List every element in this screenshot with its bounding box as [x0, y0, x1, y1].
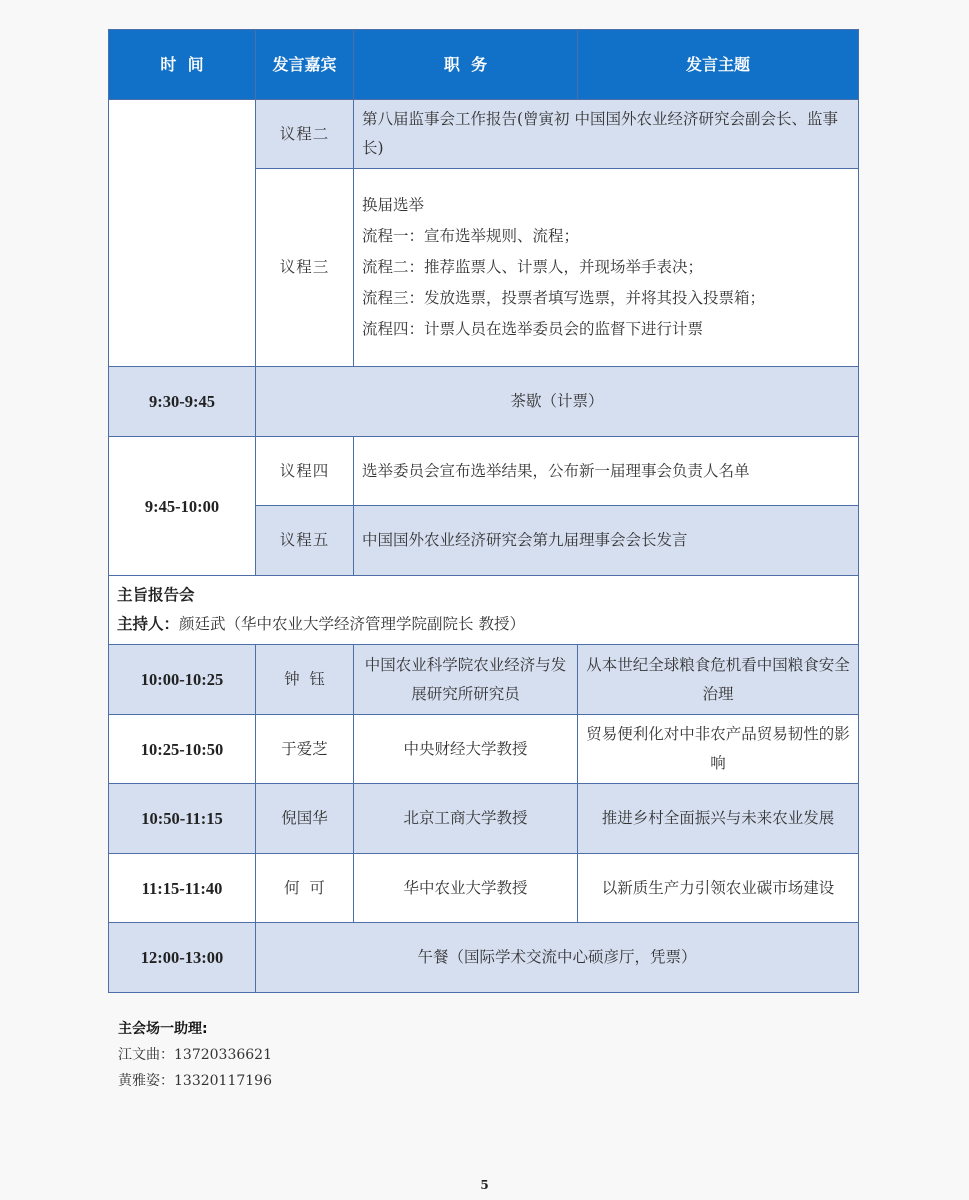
- keynote-section: [109, 576, 859, 645]
- header-position: 职 务: [354, 30, 578, 100]
- agenda-item-2-text: 第八届监事会工作报告(曾寅初 中国国外农业经济研究会副会长、监事长): [354, 100, 859, 169]
- talk-position: 北京工商大学教授: [354, 784, 578, 854]
- break-time: 9:30-9:45: [109, 367, 256, 437]
- host-text: 颜廷武（华中农业大学经济管理学院副院长 教授）: [179, 615, 525, 633]
- talk-topic: 以新质生产力引领农业碳市场建设: [578, 854, 859, 923]
- talk-speaker: 倪国华: [256, 784, 354, 854]
- table-row: [109, 100, 859, 169]
- election-step-1: 流程一：宣布选举规则、流程；: [362, 227, 580, 245]
- host-label: 主持人：: [117, 615, 180, 633]
- assistant-2: 黄雅姿：13320117196: [118, 1073, 272, 1089]
- table-row: [109, 715, 859, 784]
- election-title: 换届选举: [362, 196, 425, 214]
- break-text: 茶歇（计票）: [256, 367, 859, 437]
- talk-time: 10:25-10:50: [109, 715, 256, 784]
- talk-speaker: 钟 钰: [256, 645, 354, 715]
- talk-position: 中央财经大学教授: [354, 715, 578, 784]
- agenda-item-5-label: 议程五: [256, 506, 354, 576]
- agenda-item-4-text: 选举委员会宣布选举结果，公布新一届理事会负责人名单: [354, 437, 859, 506]
- keynote-title: 主旨报告会: [117, 586, 195, 604]
- talk-topic: 从本世纪全球粮食危机看中国粮食安全治理: [578, 645, 859, 715]
- lunch-text: 午餐（国际学术交流中心硕彦厅，凭票）: [256, 923, 859, 993]
- table-row: [109, 923, 859, 993]
- agenda-item-2-label: 议程二: [256, 100, 354, 169]
- assistant-1: 江文曲：13720336621: [118, 1047, 272, 1063]
- header-row: [109, 30, 859, 100]
- header-speaker: 发言嘉宾: [256, 30, 354, 100]
- assistants-block: [118, 1016, 272, 1094]
- agenda-item-3-label: 议程三: [256, 169, 354, 367]
- table-row: [109, 367, 859, 437]
- table-row: [109, 854, 859, 923]
- talk-time: 11:15-11:40: [109, 854, 256, 923]
- time-cell-empty: [109, 100, 256, 367]
- talk-time: 10:50-11:15: [109, 784, 256, 854]
- section-row: [109, 576, 859, 645]
- talk-position: 中国农业科学院农业经济与发展研究所研究员: [354, 645, 578, 715]
- agenda-item-3-text: [354, 169, 859, 367]
- election-step-4: 流程四：计票人员在选举委员会的监督下进行计票: [362, 320, 704, 338]
- block-time: 9:45-10:00: [109, 437, 256, 576]
- header-topic: 发言主题: [578, 30, 859, 100]
- assistants-title: 主会场一助理:: [118, 1021, 208, 1037]
- agenda-item-4-label: 议程四: [256, 437, 354, 506]
- election-step-3: 流程三：发放选票，投票者填写选票，并将其投入投票箱；: [362, 289, 766, 307]
- page-number: 5: [480, 1178, 489, 1192]
- talk-speaker: 何 可: [256, 854, 354, 923]
- talk-topic: 贸易便利化对中非农产品贸易韧性的影响: [578, 715, 859, 784]
- talk-speaker: 于爱芝: [256, 715, 354, 784]
- table-row: [109, 645, 859, 715]
- header-time: 时 间: [109, 30, 256, 100]
- schedule-table: [108, 29, 859, 993]
- agenda-item-5-text: 中国国外农业经济研究会第九届理事会会长发言: [354, 506, 859, 576]
- lunch-time: 12:00-13:00: [109, 923, 256, 993]
- talk-topic: 推进乡村全面振兴与未来农业发展: [578, 784, 859, 854]
- table-row: [109, 437, 859, 506]
- talk-time: 10:00-10:25: [109, 645, 256, 715]
- talk-position: 华中农业大学教授: [354, 854, 578, 923]
- table-row: [109, 784, 859, 854]
- election-step-2: 流程二：推荐监票人、计票人，并现场举手表决；: [362, 258, 704, 276]
